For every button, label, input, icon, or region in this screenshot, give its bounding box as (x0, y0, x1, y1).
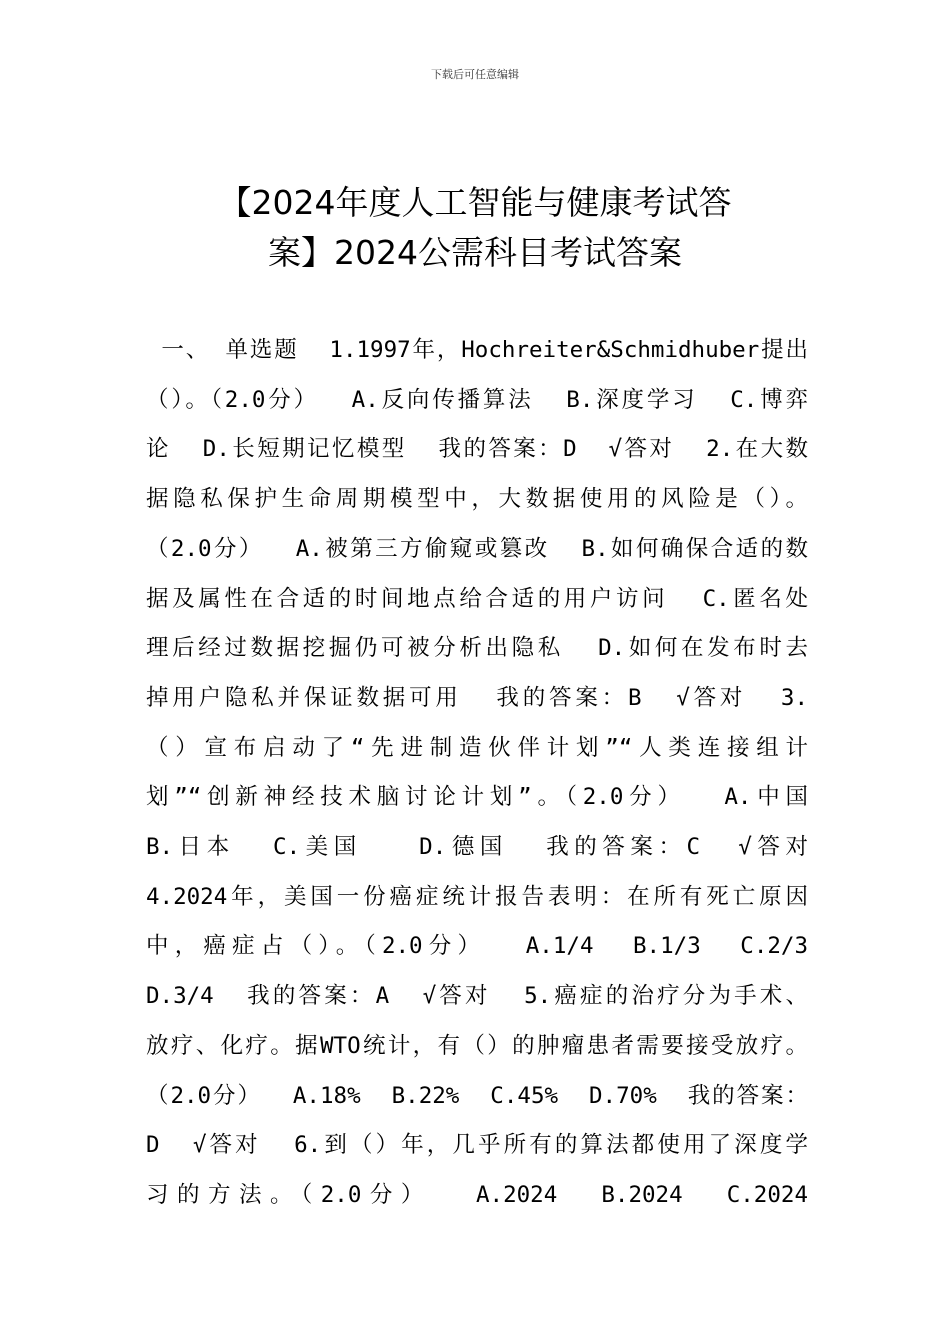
body-line: 据及属性在合适的时间地点给合适的用户访问 C.匿名处 (146, 585, 808, 612)
body-line: （）宣布启动了“先进制造伙伴计划”“人类连接组计 (146, 734, 808, 761)
body-line: 一、 单选题 1.1997年，Hochreiter&Schmidhuber提出 (146, 337, 808, 363)
body-line: （2.0分） A.18% B.22% C.45% D.70% 我的答案： (146, 1082, 808, 1109)
body-line: 4.2024年，美国一份癌症统计报告表明：在所有死亡原因 (146, 883, 808, 910)
body-line: （2.0分） A.被第三方偷窥或篡改 B.如何确保合适的数 (146, 535, 808, 562)
header-note: 下载后可任意编辑 (431, 68, 519, 81)
document-title (60, 178, 890, 278)
body-line: 放疗、化疗。据WTO统计，有（）的肿瘤患者需要接受放疗。 (146, 1032, 808, 1059)
body-line: 掉用户隐私并保证数据可用 我的答案：B √答对 3. (146, 684, 808, 711)
body-line: 理后经过数据挖掘仍可被分析出隐私 D.如何在发布时去 (146, 635, 808, 662)
body-line: 据隐私保护生命周期模型中，大数据使用的风险是（）。 (146, 486, 808, 513)
body-line: 划”“创新神经技术脑讨论计划”。（2.0分） A.中国 (146, 784, 808, 811)
body-line: 习的方法。（2.0分） A.2024 B.2024 C.2024 (146, 1181, 808, 1208)
body-line: 论 D.长短期记忆模型 我的答案：D √答对 2.在大数 (146, 436, 808, 463)
body-line: D.3/4 我的答案：A √答对 5.癌症的治疗分为手术、 (146, 983, 808, 1010)
title-line-2: 案】2024公需科目考试答案 (268, 233, 682, 272)
body-line: 中，癌症占（）。（2.0分） A.1/4 B.1/3 C.2/3 (146, 933, 808, 960)
body-text (146, 326, 808, 1221)
title-line-1: 【2024年度人工智能与健康考试答 (218, 183, 732, 222)
body-line: （）。（2.0分） A.反向传播算法 B.深度学习 C.博弈 (146, 386, 808, 413)
body-line: B.日本 C.美国 D.德国 我的答案：C √答对 (146, 834, 808, 861)
body-line: D √答对 6.到（）年，几乎所有的算法都使用了深度学 (146, 1132, 808, 1159)
